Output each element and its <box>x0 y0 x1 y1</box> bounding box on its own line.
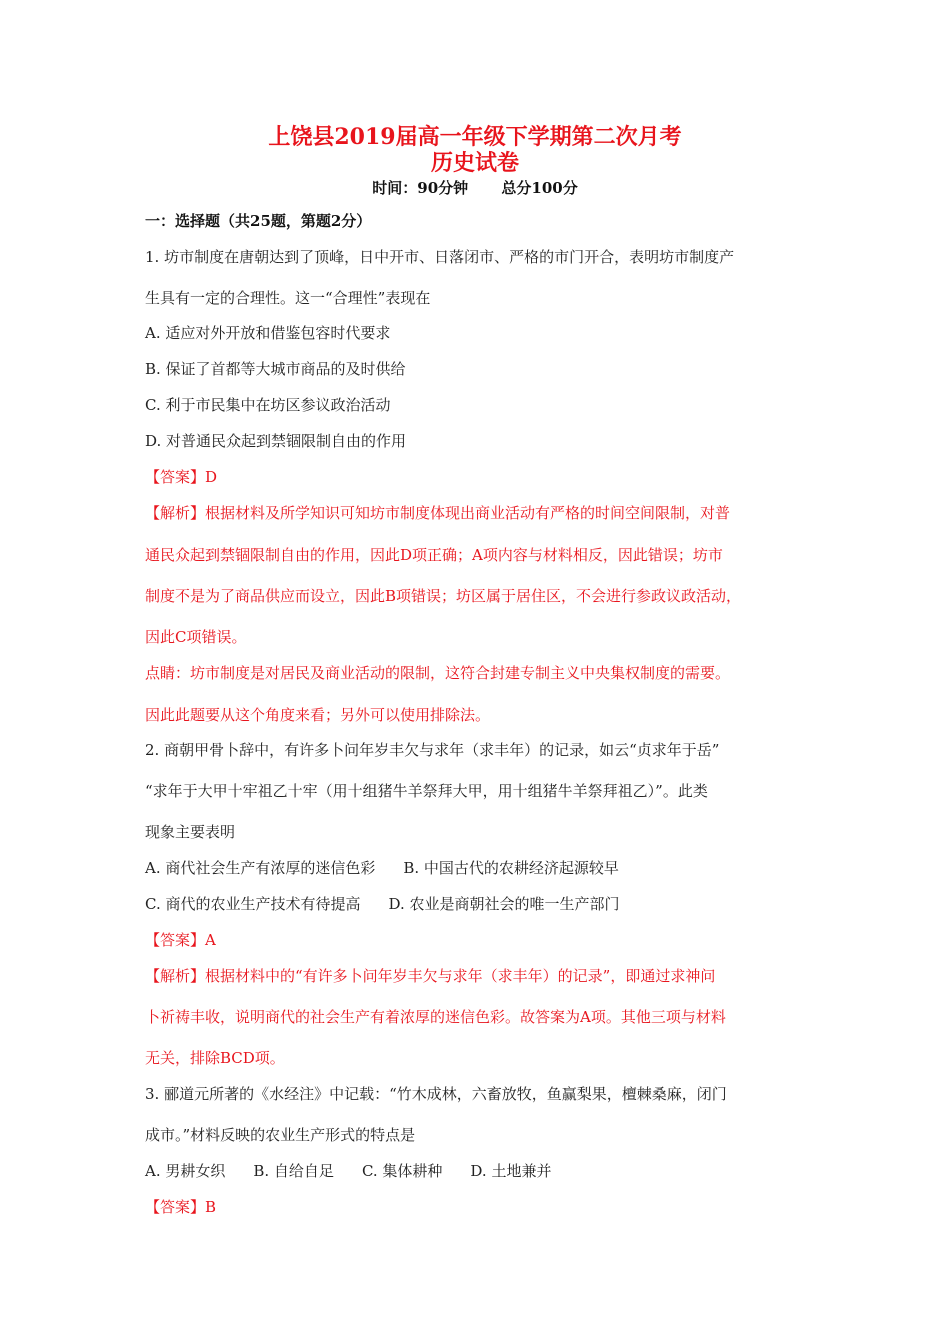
q1-tip-line1: 点睛：坊市制度是对居民及商业活动的限制，这符合封建专制主义中央集权制度的需要。 <box>145 664 731 682</box>
q3-option-a: A. 男耕女织 <box>145 1162 226 1180</box>
q1-option-d: D. 对普通民众起到禁锢限制自由的作用 <box>145 432 407 450</box>
q3-option-c: C. 集体耕种 <box>361 1162 443 1180</box>
q1-answer <box>145 467 217 487</box>
q2-option-b: B. 中国古代的农耕经济起源较早 <box>403 859 619 877</box>
answer-value: B <box>205 1198 217 1216</box>
q3-stem-line1: 3. 郦道元所著的《水经注》中记载：“竹木成林，六畜放牧，鱼赢梨果，檀棘桑麻，闭门 <box>145 1085 727 1103</box>
answer-label: 【答案】 <box>145 931 206 949</box>
q2-option-d: D. 农业是商朝社会的唯一生产部门 <box>388 895 620 913</box>
q2-options-row1 <box>145 858 619 878</box>
q2-answer <box>145 930 216 950</box>
section-heading: 一：选择题（共25题，第题2分） <box>145 212 372 230</box>
q2-option-a: A. 商代社会生产有浓厚的迷信色彩 <box>145 859 376 877</box>
exam-meta <box>0 177 950 198</box>
exam-subject: 历史试卷 <box>430 150 519 176</box>
q3-options-row <box>145 1161 551 1181</box>
exam-time: 时间：90分钟 <box>372 179 469 197</box>
answer-label: 【答案】 <box>145 1198 206 1216</box>
answer-label: 【答案】 <box>145 468 206 486</box>
q1-option-b: B. 保证了首都等大城市商品的及时供给 <box>145 360 406 378</box>
q1-analysis-line2: 通民众起到禁锢限制自由的作用，因此D项正确；A项内容与材料相反，因此错误；坊市 <box>145 546 723 564</box>
q1-analysis-line4: 因此C项错误。 <box>145 628 247 646</box>
q2-options-row2 <box>145 894 620 914</box>
q1-stem-line1: 1. 坊市制度在唐朝达到了顶峰，日中开市、日落闭市、严格的市门开合，表明坊市制度产 <box>145 248 735 266</box>
q1-stem-line2: 生具有一定的合理性。这一“合理性”表现在 <box>145 289 431 307</box>
q2-analysis-line3: 无关，排除BCD项。 <box>145 1049 285 1067</box>
exam-title: 上饶县2019届高一年级下学期第二次月考 <box>268 124 682 150</box>
q2-option-c: C. 商代的农业生产技术有待提高 <box>145 895 361 913</box>
q1-tip-line2: 因此此题要从这个角度来看；另外可以使用排除法。 <box>145 706 491 724</box>
q3-answer <box>145 1197 216 1217</box>
q1-option-c: C. 利于市民集中在坊区参议政治活动 <box>145 396 391 414</box>
q3-option-d: D. 土地兼并 <box>470 1162 552 1180</box>
answer-value: A <box>205 931 216 949</box>
q1-option-a: A. 适应对外开放和借鉴包容时代要求 <box>145 324 391 342</box>
q2-analysis-line1: 【解析】根据材料中的“有许多卜问年岁丰欠与求年（求丰年）的记录”，即通过求神问 <box>145 967 716 985</box>
q2-stem-line1: 2. 商朝甲骨卜辞中，有许多卜问年岁丰欠与求年（求丰年）的记录，如云“贞求年于岳” <box>145 741 720 759</box>
q3-stem-line2: 成市。”材料反映的农业生产形式的特点是 <box>145 1126 416 1144</box>
q2-analysis-line2: 卜祈祷丰收，说明商代的社会生产有着浓厚的迷信色彩。故答案为A项。其他三项与材料 <box>145 1008 726 1026</box>
q1-analysis-line1: 【解析】根据材料及所学知识可知坊市制度体现出商业活动有严格的时间空间限制，对普 <box>145 504 731 522</box>
q1-analysis-line3: 制度不是为了商品供应而设立，因此B项错误；坊区属于居住区，不会进行参政议政活动， <box>145 587 742 605</box>
exam-total: 总分100分 <box>501 179 578 197</box>
answer-value: D <box>205 468 218 486</box>
q2-stem-line3: 现象主要表明 <box>145 823 236 841</box>
q3-option-b: B. 自给自足 <box>253 1162 334 1180</box>
q2-stem-line2: “求年于大甲十牢祖乙十牢（用十组猪牛羊祭拜大甲，用十组猪牛羊祭拜祖乙）”。此类 <box>145 782 708 800</box>
